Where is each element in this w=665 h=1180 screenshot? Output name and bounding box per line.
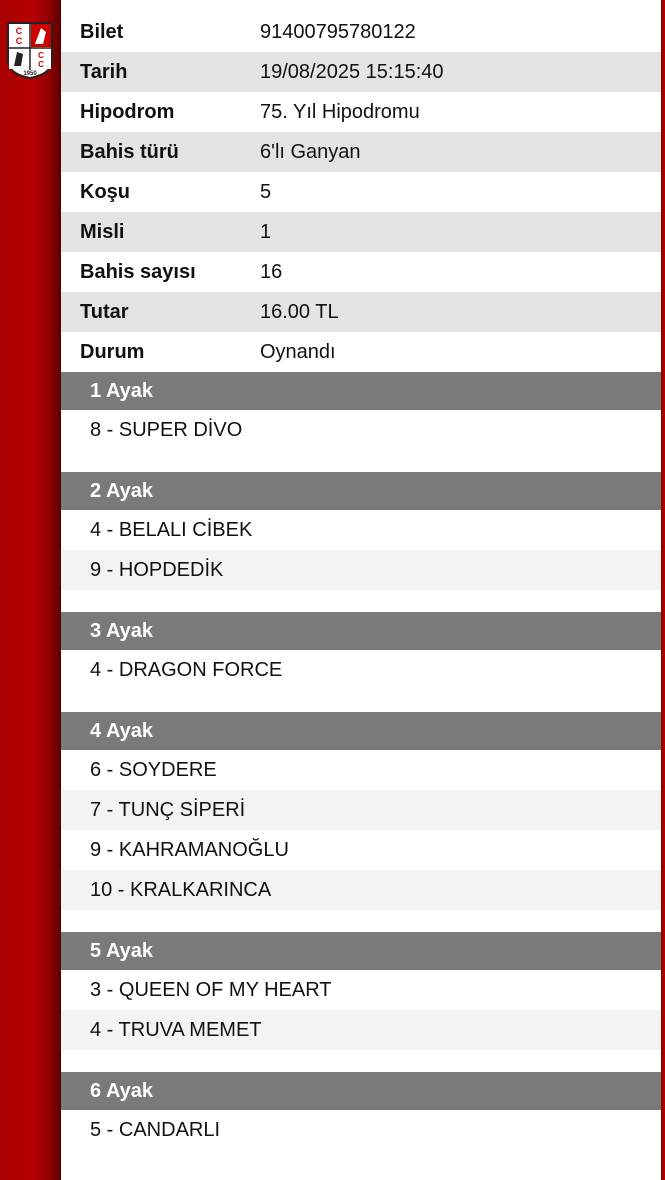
ticket-info-label: Koşu xyxy=(80,180,130,203)
leg-spacer xyxy=(61,1050,661,1072)
horse-row: 4 - TRUVA MEMET xyxy=(61,1010,661,1050)
leg-section xyxy=(61,612,661,712)
ticket-info-value: 1 xyxy=(260,220,272,243)
leg-header: 3 Ayak xyxy=(61,612,661,650)
ticket-info-label: Durum xyxy=(80,340,145,363)
horse-row: 9 - HOPDEDİK xyxy=(61,550,661,590)
leg-spacer xyxy=(61,590,661,612)
leg-section xyxy=(61,472,661,612)
ticket-info-row xyxy=(61,52,661,92)
horse-row: 4 - DRAGON FORCE xyxy=(90,658,283,681)
leg-spacer xyxy=(61,910,661,932)
horse-row: 5 - CANDARLI xyxy=(90,1118,221,1141)
svg-text:C: C xyxy=(15,26,23,36)
ticket-info-label: Tarih xyxy=(80,60,128,83)
leg-section xyxy=(61,372,661,472)
ticket-info-label: Misli xyxy=(80,220,125,243)
ticket-info-table xyxy=(61,12,661,372)
leg-section xyxy=(61,712,661,932)
leg-spacer xyxy=(61,690,661,712)
horse-row: 9 - KAHRAMANOĞLU xyxy=(90,838,289,861)
horse-row: 3 - QUEEN OF MY HEART xyxy=(90,978,332,1001)
leg-section xyxy=(61,1072,661,1150)
legs-list xyxy=(61,372,661,1150)
ticket-info-value: Oynandı xyxy=(260,340,336,363)
leg-header: 2 Ayak xyxy=(61,472,661,510)
ticket-info-label: Bahis türü xyxy=(80,140,179,163)
horse-row: 7 - TUNÇ SİPERİ xyxy=(61,790,661,830)
leg-section xyxy=(61,932,661,1072)
ticket-info-label: Bahis sayısı xyxy=(80,260,196,283)
horse-row: 8 - SUPER DİVO xyxy=(90,418,243,441)
svg-text:C: C xyxy=(15,36,23,46)
ticket-info-row xyxy=(61,172,661,212)
ticket-info-row xyxy=(61,292,661,332)
ticket-info-value: 16.00 TL xyxy=(260,300,339,323)
ticket-info-row xyxy=(61,252,661,292)
leg-header: 6 Ayak xyxy=(61,1072,661,1110)
svg-text:C: C xyxy=(38,60,44,69)
ticket-info-label: Hipodrom xyxy=(80,100,175,123)
ticket-info-value: 5 xyxy=(260,180,272,203)
ticket-info-value: 19/08/2025 15:15:40 xyxy=(260,60,444,83)
ticket-info-value: 75. Yıl Hipodromu xyxy=(260,100,420,123)
svg-text:C: C xyxy=(38,51,44,60)
brand-sidebar xyxy=(0,0,61,1180)
ticket-info-value: 91400795780122 xyxy=(260,20,416,43)
horse-row: 6 - SOYDERE xyxy=(90,758,217,781)
leg-header: 5 Ayak xyxy=(61,932,661,970)
ticket-detail xyxy=(61,12,661,1150)
leg-header: 4 Ayak xyxy=(61,712,661,750)
ticket-info-row xyxy=(61,12,661,52)
horse-row: 4 - BELALI CİBEK xyxy=(90,518,253,541)
ticket-info-row xyxy=(61,212,661,252)
logo-year: 1950 xyxy=(23,71,37,77)
ticket-info-row xyxy=(61,332,661,372)
ticket-info-row xyxy=(61,132,661,172)
ticket-info-label: Bilet xyxy=(80,20,124,43)
leg-spacer xyxy=(61,450,661,472)
horse-row: 10 - KRALKARINCA xyxy=(61,870,661,910)
ticket-info-row xyxy=(61,92,661,132)
club-logo-icon xyxy=(5,20,55,80)
right-edge-bar xyxy=(661,0,665,1180)
ticket-info-label: Tutar xyxy=(80,300,129,323)
ticket-info-value: 16 xyxy=(260,260,283,283)
ticket-info-value: 6'lı Ganyan xyxy=(260,140,361,163)
leg-header: 1 Ayak xyxy=(61,372,661,410)
